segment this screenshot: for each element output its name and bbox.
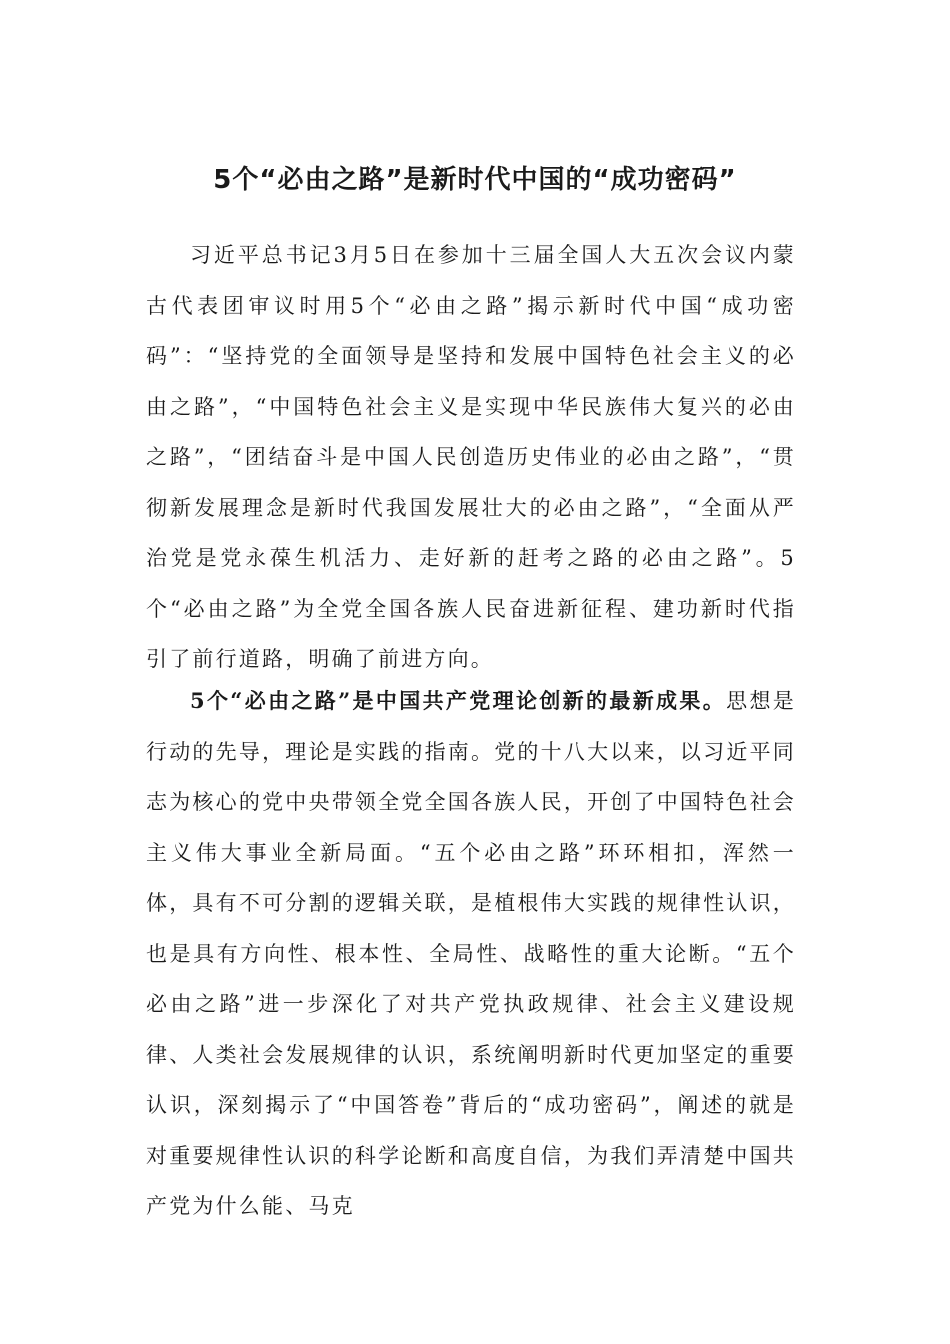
paragraph-1 xyxy=(146,230,796,685)
paragraph-2 xyxy=(146,676,796,1232)
paragraph-2-text: 思想是行动的先导，理论是实践的指南。党的十八大以来，以习近平同志为核心的党中央带领全党全国各族人民，开创了中国特色社会主义伟大事业全新局面。“五个必由之路”环环相扣，浑然一体，具有不可分割的逻辑关联，是植根伟大实践的规律性认识，也是具有方向性、根本性、全局性、战略性的重大论断。“五个必由之路”进一步深化了对共产党执政规律、社会主义建设规律、人类社会发展规律的认识，系统阐明新时代更加坚定的重要认识，深刻揭示了“中国答卷”背后的“成功密码”，阐述的就是对重要规律性认识的科学论断和高度自信，为我们弄清楚中国共产党为什么能、马克 xyxy=(146,689,796,1218)
paragraph-2-lead: 5个“必由之路”是中国共产党理论创新的最新成果。 xyxy=(190,688,727,713)
paragraph-1-text: 习近平总书记3月5日在参加十三届全国人大五次会议内蒙古代表团审议时用5个“必由之路”揭示新时代中国“成功密码”：“坚持党的全面领导是坚持和发展中国特色社会主义的必由之路”，“中国特色社会主义是实现中华民族伟大复兴的必由之路”，“团结奋斗是中国人民创造历史伟业的必由之路”，“贯彻新发展理念是新时代我国发展壮大的必由之路”，“全面从严治党是党永葆生机活力、走好新的赶考之路的必由之路”。5个“必由之路”为全党全国各族人民奋进新征程、建功新时代指引了前行道路，明确了前进方向。 xyxy=(146,243,796,671)
document-title: 5个“必由之路”是新时代中国的“成功密码” xyxy=(213,165,737,195)
